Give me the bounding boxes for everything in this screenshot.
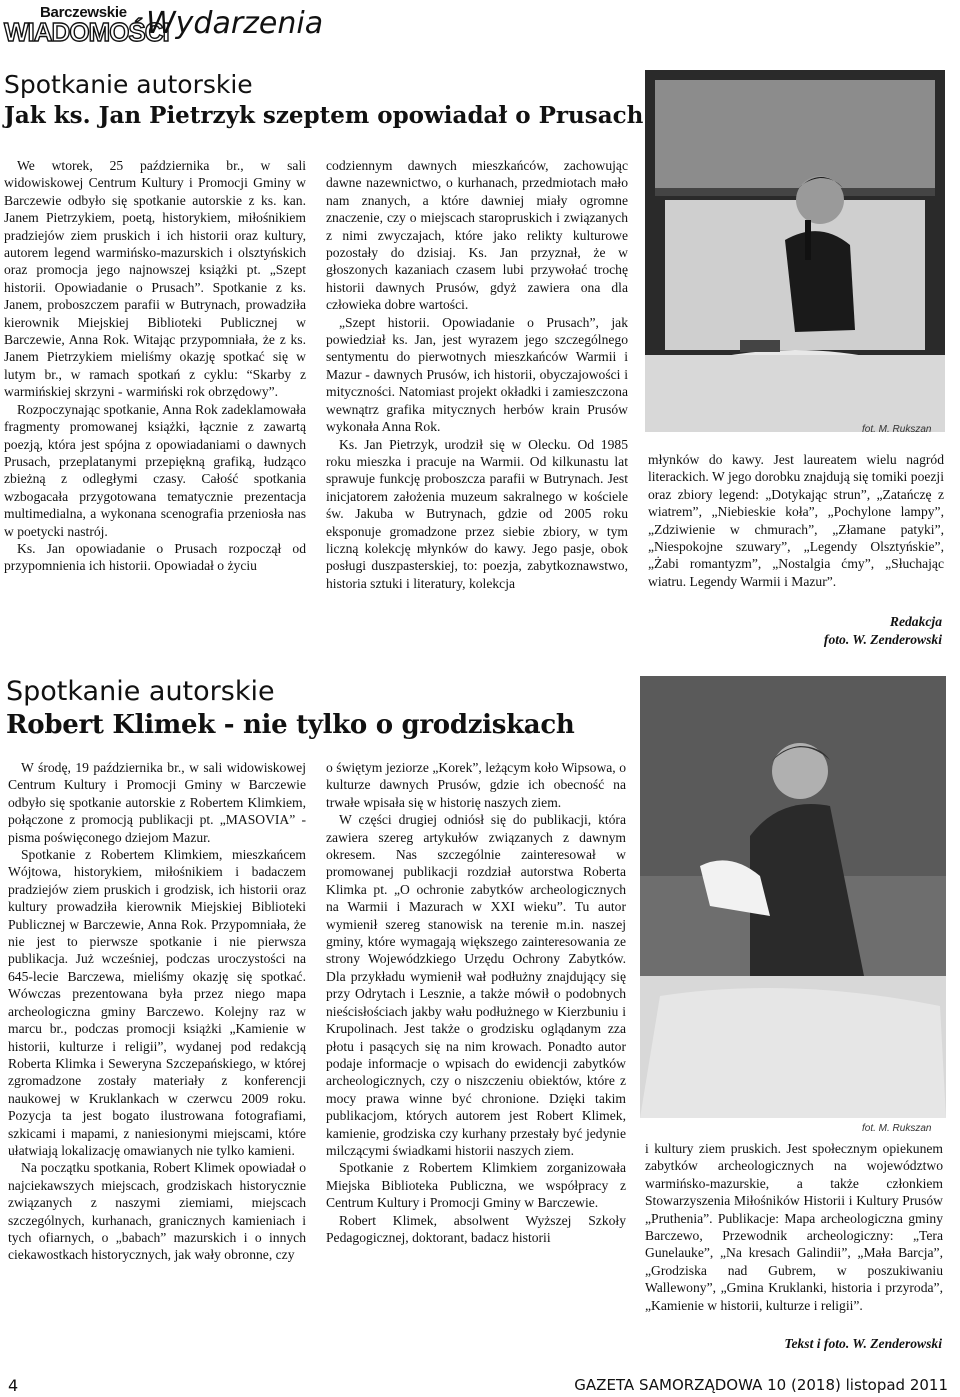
article1-column-2 [326, 157, 628, 667]
paragraph: Ks. Jan opowiadanie o Prusach rozpoczął od przypomnienia ich historii. Opowiadał o życiu [4, 540, 306, 574]
photo-credit: fot. M. Rukszan [862, 424, 932, 435]
photo-jan-pietrzyk [645, 70, 945, 432]
paragraph: W środę, 19 października br., w sali widowiskowej Centrum Kultury i Promocji Gminy w Barczewie odbyło się spotkanie autorskie z Robertem Klimkiem, połączone z promocją publikacji pt. „MASOVIA” - pisma poświęconego dziejom Mazur. [8, 760, 306, 845]
photo-credit: fot. M. Rukszan [862, 1123, 932, 1134]
page-number: 4 [8, 1376, 19, 1395]
article2-subtitle: Spotkanie autorskie [6, 676, 275, 707]
paragraph: o świętym jeziorze „Korek”, leżącym koło Wipsowa, o kulturze dawnych Prusów, gdzie ich obecność na trwałe wpisała się w historię naszych ziem. [326, 760, 626, 810]
logo-bottom-text: WIADOMOŚCI [4, 17, 169, 47]
article1-signature: Redakcja [889, 614, 942, 629]
article1-headline: Jak ks. Jan Pietrzyk szeptem opowiadał o Prusach [4, 102, 644, 129]
paragraph: Spotkanie z Robertem Klimkiem, mieszkańcem Wójtowa, historykiem, miłośnikiem i badaczem pradziejów ziem pruskich i grodzisk, ich historii oraz kultury prowadziła kierownik Miejskiej Biblioteki Publicznej w Barczewie, Anna Rok. Przypomniała, że nie jest to pierwsze spotkanie i nie pierwsza publikacja. Już wcześniej, podczas uroczystości na 645-lecie Barczewa, mieliśmy okazję się spotkać. Wówczas prezentowana była przez niego mapa archeologiczna gminy Barczewo. Kolejny raz w marcu br., podczas promocji książki „Kamienie w historii, kulturze i religii”, wydanej pod redakcją Roberta Klimka i Seweryna Szczepańskiego, w której zgromadzone zostały materiały z konferencji naukowej w Kruklankach w czerwcu 2009 roku. Pozycja ta jest bogato ilustrowana fotografiami, szkicami i mapami, z naniesionymi miejscami, które ułatwiają lokalizację omawianych nie tylko kamieni. [8, 847, 306, 1158]
photo-jan-pietrzyk-image [645, 70, 945, 432]
article1-column-1 [4, 157, 306, 667]
newspaper-logo [4, 4, 169, 47]
paragraph: i kultury ziem pruskich. Jest społecznym opiekunem zabytków archeologicznych na województwo warmińsko-mazurskie, a także członkiem Stowarzyszenia Miłośników Historii i Kultury Prusów „Pruthenia”. Publikacje: Mapa archeologiczna gminy Barczewo, Przewodnik archeologiczny: „Tera Gunelauke”, „Na kresach Galindii”, „Mała Barcja”, „Grodziska nad Gubrem, w poszukiwaniu Wallewony”, „Gmina Kruklanki, historia i przyroda”, „Kamienie w historii, kulturze i religii”. [645, 1141, 943, 1313]
paragraph: Robert Klimek, absolwent Wyższej Szkoły Pedagogicznej, doktorant, badacz historii [326, 1212, 626, 1245]
article2-signature: Tekst i foto. W. Zenderowski [784, 1336, 942, 1351]
paragraph: „Szept historii. Opowiadanie o Prusach”, jak powiedział ks. Jan, jest wyrazem jego szczególnego sentymentu do pierwotnych mieszkańców Warmii i Mazur - dawnych Prusów, ich historii, obyczajowości i mityczności. Natomiast projekt okładki i zamieszczona wewnątrz grafika mitycznych herbów krain Prusów wykonała Anna Rok. [326, 314, 628, 435]
article2-column-2 [326, 759, 626, 1359]
paragraph: We wtorek, 25 października br., w sali widowiskowej Centrum Kultury i Promocji Gminy w Barczewie odbyło się spotkanie autorskie z ks. kan. Janem Pietrzykiem, poetą, historykiem, miłośnikiem pradziejów ziem pruskich i ich historii oraz kultury, autorem legend warmińsko-mazurskich i olsztyńskich oraz promocja jego najnowszej książki pt. „Szept historii. Opowiadanie o Prusach”. Spotkanie z ks. Janem, proboszczem parafii w Butrynach, prowadziła kierownik Miejskiej Biblioteki Publicznej w Barczewie, Anna Rok. Witając przypomniała, że z ks. Janem Pietrzykiem mieliśmy okazję spotkać się w lutym br., w ramach spotkań z cyklu: “Skarby z warmińskiej skrzyni - warmiński rok obrzędowy”. [4, 158, 306, 400]
paragraph: Rozpoczynając spotkanie, Anna Rok zadeklamowała fragmenty promowanej książki, łącznie z zawartą poezją, która jest spójna z opowiadaniami o dawnych Prusach, przeplatanymi przepiękną grafiką, łudząco zbieżną z odległymi czasy. Całość spotkania wzbogacała przygotowana tematycznie prezentacja multimedialna, a wykonana scenografia przeniosła nas w poetycki nastrój. [4, 401, 306, 539]
paragraph: codziennym dawnych mieszkańców, zachowując dawne nazewnictwo, o kurhanach, przedmiotach mało nam znanych, a które dawniej miały ogromne znaczenie, czy o miejscach staropruskich i związanych z nimi zwyczajach, które jako relikty kulturowe pozostały do dzisiaj. Ks. Jan przyznał, że w głoszonych kazaniach czasem lubi przywołać trochę historii dawnych Prusów, gdyż zawiera ona dla człowieka dobre wartości. [326, 158, 628, 313]
article2-column-1 [8, 759, 306, 1359]
paragraph: młynków do kawy. Jest laureatem wielu nagród literackich. W jego dorobku znajdują się tomiki poezji oraz zbiory legend: „Dotykając strun”, „Zatańczę z wiatrem”, „Niebieskie koła”, „Pochylone lampy”, „Zdziwienie w chmurach”, „Złamane patyki”, „Niespokojne szuwary”, „Legendy Olsztyńskie”, „Żabi romantyzm”, „Nostalgia ćmy”, „Słuchając wiatru. Legendy Warmii i Mazur”. [648, 452, 944, 589]
article1-column-3 [648, 451, 944, 611]
article1-subtitle: Spotkanie autorskie [4, 70, 253, 99]
paragraph: Na początku spotkania, Robert Klimek opowiadał o najciekawszych miejscach, grodziskach historycznie związanych z naszymi ziemiami, miejscach szczególnych, kurhanach, granicznych kamieniach i tych ofiarnych, o „babach” mazurskich i o innych ciekawostkach historycznych, jak wały obronne, czy [8, 1160, 306, 1263]
logo-top-text: Barczewskie [40, 4, 127, 21]
paragraph: Ks. Jan Pietrzyk, urodził się w Olecku. Od 1985 roku mieszka i pracuje na Warmii. Od kilkunastu lat sprawuje funkcję proboszcza parafii w Butrynach. Jest inicjatorem założenia muzeum sakralnego w kościele św. Jakuba w Butrynach, gdzie od 2005 roku eksponuje gromadzone przez siebie zbiory, w tym liczną kolekcję młynków do kawy. Jego pasje, obok posługi duszpasterskiej, to: poezja, zabytkoznawstwo, historia sztuki i literatury, kolekcja [326, 436, 628, 591]
photo-robert-klimek [640, 676, 946, 1118]
publication-info: GAZETA SAMORZĄDOWA 10 (2018) listopad 2011 [574, 1376, 948, 1394]
article1-photo-credit-signature: foto. W. Zenderowski [823, 632, 942, 647]
section-title: Wydarzenia [146, 6, 324, 41]
article2-headline: Robert Klimek - nie tylko o grodziskach [6, 710, 575, 740]
paragraph: W części drugiej odniósł się do publikacji, która zawiera szereg artykułów związanych z dawnym okresem. Nas szczególnie zainteresował w promowanej publikacji rozdział autorstwa Roberta Klimka pt. „O ochronie zabytków archeologicznych na Warmii i Mazurach w XXI wieku”. Tu autor wymienił szereg stanowisk na terenie m.in. naszej gminy, które wymagają większego zainteresowania ze strony Wojewódzkiego Urzędu Ochrony Zabytków. Dla przykładu wymienił wał podłużny znajdujący się przy Odrytach i Lesznie, a także mówił o podobnych nieścisłościach jakby wału podłużnego w Kierzbuniu i Krupolinach. Jest także o grodzisku oglądanym zza płotu i pasących się na nim krowach. Ponadto autor podaje informacje o wpisach do ewidencji zabytków archeologicznych, czy o niszczeniu obiektów, które z mocy prawa winne być chronione. Dzięki takim publikacjom, których autorem jest Robert Klimek, kamienie, grodziska czy kurhany przestały być jedynie milczącymi świadkami historii naszych ziem. [326, 812, 626, 1158]
article2-column-3 [645, 1140, 943, 1332]
photo-robert-klimek-image [640, 676, 946, 1118]
paragraph: Spotkanie z Robertem Klimkiem zorganizowała Miejska Biblioteka Publiczna, we współpracy z Centrum Kultury i Promocji Gminy w Barczewie. [326, 1160, 626, 1211]
